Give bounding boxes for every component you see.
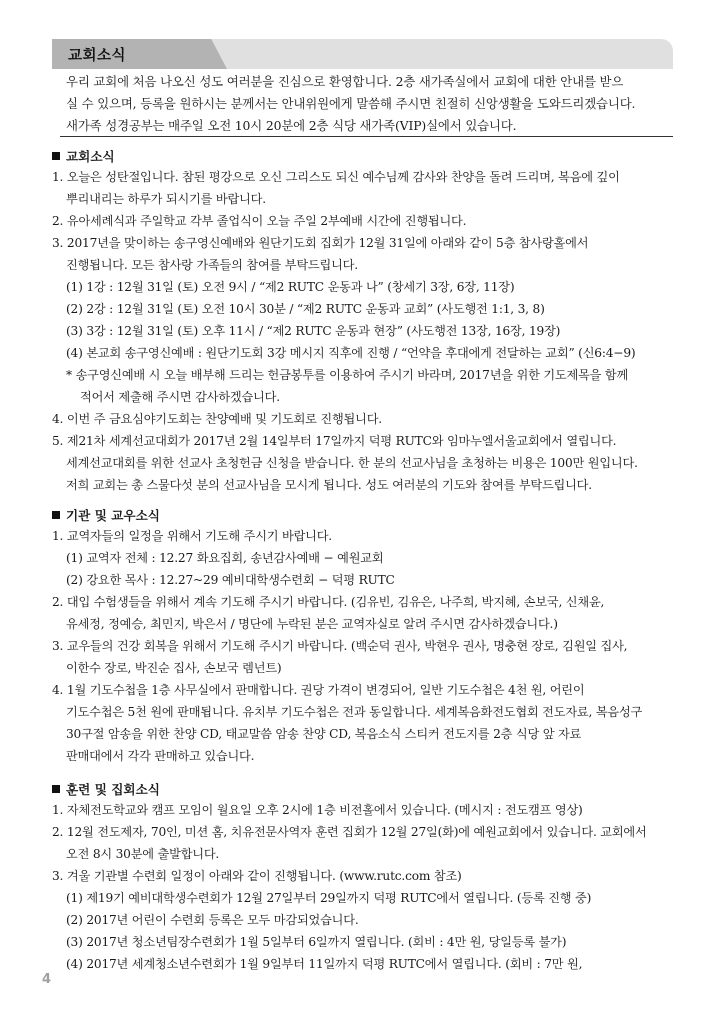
square-bullet-icon [52, 152, 60, 160]
news-item: 5. 제21차 세계선교대회가 2017년 2월 14일부터 17일까지 덕평 RUTC와 임마누엘서울교회에서 열립니다. [52, 434, 617, 448]
news-item-continued: 기도수첩은 5천 원에 판매됩니다. 유치부 기도수첩은 전과 동일합니다. 세계복음화전도협회 전도자료, 복음성구 [66, 705, 643, 719]
news-subitem: (3) 3강 : 12월 31일 (토) 오후 11시 / “제2 RUTC 운동과 현장” (사도행전 13장, 16장, 19장) [66, 324, 561, 338]
news-subitem: (2) 강요한 목사 : 12.27~29 예비대학생수련회 − 덕평 RUTC [66, 573, 395, 587]
news-subitem: (3) 2017년 청소년팀장수련회가 1월 5일부터 6일까지 열립니다. (회비 : 4만 원, 당일등록 불가) [66, 935, 567, 949]
welcome-line: 우리 교회에 처음 나오신 성도 여러분을 진심으로 환영합니다. 2층 새가족실에서 교회에 대한 안내를 받으 [66, 74, 624, 89]
news-item: 1. 오늘은 성탄절입니다. 참된 평강으로 오신 그리스도 되신 예수님께 감사와 찬양을 돌려 드리며, 복음에 깊이 [52, 170, 620, 184]
news-note-continued: 적어서 제출해 주시면 감사하겠습니다. [80, 390, 280, 404]
section-title: 훈련 및 집회소식 [66, 782, 160, 797]
news-note: * 송구영신예배 시 오늘 배부해 드리는 헌금봉투를 이용하여 주시기 바라며, 2017년을 위한 기도제목을 함께 [66, 368, 629, 382]
section-title: 교회소식 [66, 149, 115, 164]
news-item: 4. 이번 주 금요심야기도회는 찬양예배 및 기도회로 진행됩니다. [52, 412, 382, 426]
square-bullet-icon [52, 785, 60, 793]
news-item: 2. 대입 수험생들을 위해서 계속 기도해 주시기 바랍니다. (김유빈, 김유은, 나주희, 박지혜, 손보국, 신채윤, [52, 595, 605, 609]
news-item: 3. 겨울 기관별 수련회 일정이 아래와 같이 진행됩니다. (www.rutc.com 참조) [52, 869, 462, 883]
news-item-continued: 판매대에서 각각 판매하고 있습니다. [66, 749, 255, 763]
section-heading-church-news [52, 146, 115, 165]
news-item-continued: 30구절 암송을 위한 찬양 CD, 태교말씀 암송 찬양 CD, 복음소식 스티커 전도지를 2층 식당 앞 자료 [66, 727, 582, 741]
square-bullet-icon [52, 511, 60, 519]
section-heading-member-news [52, 505, 160, 524]
news-item: 2. 유아세례식과 주일학교 각부 졸업식이 오늘 주일 2부예배 시간에 진행됩니다. [52, 214, 467, 228]
news-subitem: (1) 1강 : 12월 31일 (토) 오전 9시 / “제2 RUTC 운동과 나” (창세기 3장, 6장, 11장) [66, 280, 515, 294]
news-item-continued: 진행됩니다. 모든 참사랑 가족들의 참여를 부탁드립니다. [66, 258, 358, 272]
welcome-line: 실 수 있으며, 등록을 원하시는 분께서는 안내위원에게 말씀해 주시면 친절히 신앙생활을 도와드리겠습니다. [66, 96, 636, 111]
news-item-continued: 뿌리내리는 하루가 되시기를 바랍니다. [66, 192, 266, 206]
news-subitem: (2) 2017년 어린이 수련회 등록은 모두 마감되었습니다. [66, 913, 359, 927]
welcome-line: 새가족 성경공부는 매주일 오전 10시 20분에 2층 식당 새가족(VIP)실에서 있습니다. [66, 118, 517, 133]
news-item: 1. 자체전도학교와 캠프 모임이 월요일 오후 2시에 1층 비전홀에서 있습니다. (메시지 : 전도캠프 영상) [52, 803, 583, 817]
news-subitem: (1) 제19기 예비대학생수련회가 12월 27일부터 29일까지 덕평 RUTC에서 열립니다. (등록 진행 중) [66, 891, 592, 905]
news-subitem: (4) 2017년 세계청소년수련회가 1월 9일부터 11일까지 덕평 RUTC에서 열립니다. (회비 : 7만 원, [66, 957, 583, 971]
news-item: 3. 교우들의 건강 회복을 위해서 기도해 주시기 바랍니다. (백순덕 권사, 박현우 권사, 명충현 장로, 김원일 집사, [52, 639, 628, 653]
news-subitem: (4) 본교회 송구영신예배 : 원단기도회 3강 메시지 직후에 진행 / “언약을 후대에게 전달하는 교회” (신6:4−9) [66, 346, 636, 360]
news-item: 3. 2017년을 맞이하는 송구영신예배와 원단기도회 집회가 12월 31일에 아래와 같이 5층 참사랑홀에서 [52, 236, 589, 250]
welcome-box [60, 69, 673, 137]
section-header-tab [52, 39, 673, 69]
news-subitem: (1) 교역자 전체 : 12.27 화요집회, 송년감사예배 − 예원교회 [66, 551, 384, 565]
news-subitem: (2) 2강 : 12월 31일 (토) 오전 10시 30분 / “제2 RUTC 운동과 교회” (사도행전 1:1, 3, 8) [66, 302, 545, 316]
news-item-continued: 유세정, 정예승, 최민지, 박은서 / 명단에 누락된 분은 교역자실로 알려 주시면 감사하겠습니다.) [66, 617, 558, 631]
page-number: 4 [42, 972, 52, 987]
news-item: 1. 교역자들의 일정을 위해서 기도해 주시기 바랍니다. [52, 529, 332, 543]
news-item-continued: 오전 8시 30분에 출발합니다. [66, 847, 220, 861]
news-item-continued: 저희 교회는 총 스물다섯 분의 선교사님을 모시게 됩니다. 성도 여러분의 기도와 참여를 부탁드립니다. [66, 478, 592, 492]
page-title: 교회소식 [68, 48, 127, 64]
section-heading-training-news [52, 779, 160, 798]
news-item: 4. 1월 기도수첩을 1층 사무실에서 판매합니다. 권당 가격이 변경되어, 일반 기도수첩은 4천 원, 어린이 [52, 683, 585, 697]
news-item-continued: 이한수 장로, 박진순 집사, 손보국 렘넌트) [66, 661, 282, 675]
news-item: 2. 12월 전도제자, 70인, 미션 홈, 치유전문사역자 훈련 집회가 12월 27일(화)에 예원교회에서 있습니다. 교회에서 [52, 825, 647, 839]
section-title: 기관 및 교우소식 [66, 508, 160, 523]
news-item-continued: 세계선교대회를 위한 선교사 초청헌금 신청을 받습니다. 한 분의 선교사님을 초청하는 비용은 100만 원입니다. [66, 456, 638, 470]
